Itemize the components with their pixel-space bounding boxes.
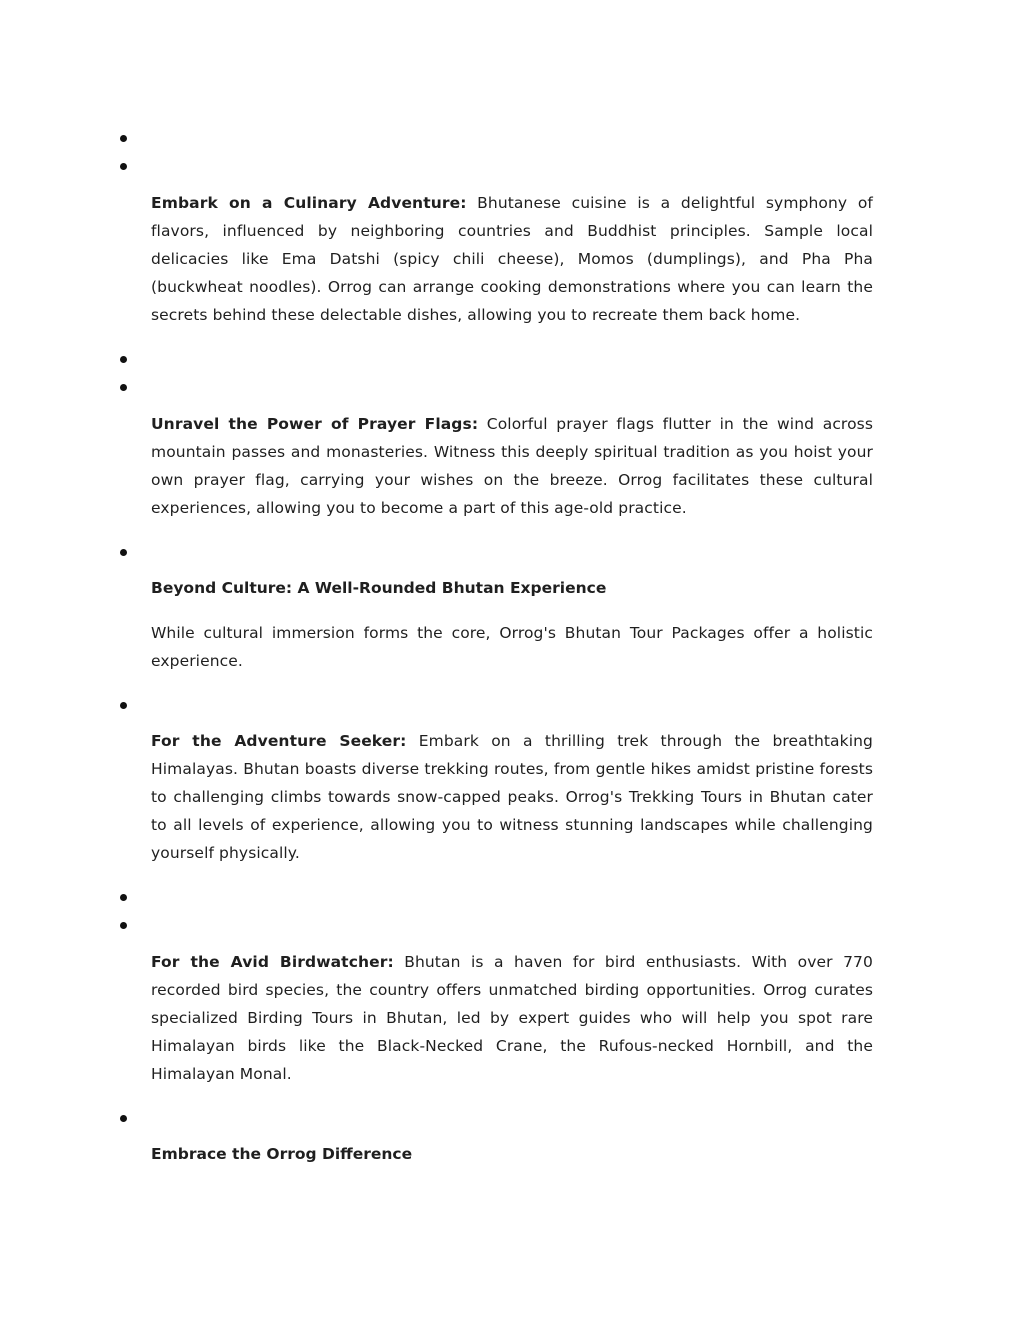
bullet-icon <box>120 135 127 142</box>
bullet-icon <box>120 1115 127 1122</box>
bullet-icon <box>120 384 127 391</box>
bullet-icon <box>120 922 127 929</box>
bullet-icon <box>120 163 127 170</box>
beyond-culture-heading: Beyond Culture: A Well-Rounded Bhutan Experience <box>151 579 607 597</box>
bullet-icon <box>120 356 127 363</box>
bullet-icon <box>120 702 127 709</box>
bullet-icon <box>120 894 127 901</box>
prayer-flags-text: Colorful prayer flags flutter in the wind across mountain passes and monasteries. Witness this deeply spiritual tradition as you hoist your own prayer flag, carrying your wishes on the breeze. Orrog facilitates these cultural experiences, allowing you to become a part of this age-old practice. <box>151 415 874 517</box>
culinary-text: Bhutanese cuisine is a delightful symphony of flavors, influenced by neighboring countries and Buddhist principles. Sample local delicacies like Ema Datshi (spicy chili cheese), Momos (dumplings), and Pha Pha (buckwheat noodles). Orrog can arrange cooking demonstrations where you can learn the secrets behind these delectable dishes, allowing you to recreate them back home. <box>151 194 873 324</box>
beyond-culture-paragraph: While cultural immersion forms the core, Orrog's Bhutan Tour Packages offer a holistic experience. <box>151 624 873 670</box>
prayer-flags-paragraph <box>151 410 873 522</box>
culinary-paragraph <box>151 189 873 329</box>
culinary-lead: Embark on a Culinary Adventure: <box>151 194 467 212</box>
orrog-difference-heading: Embrace the Orrog Difference <box>151 1145 413 1163</box>
adventure-paragraph <box>151 727 873 867</box>
bullet-icon <box>120 549 127 556</box>
birdwatcher-text: Bhutan is a haven for bird enthusiasts. With over 770 recorded bird species, the country offers unmatched birding opportunities. Orrog curates specialized Birding Tours in Bhutan, led by expert guides who will help you spot rare Himalayan birds like the Black-Necked Crane, the Rufous-necked Hornbill, and the Himalayan Monal. <box>151 953 873 1083</box>
birdwatcher-paragraph <box>151 948 873 1088</box>
birdwatcher-lead: For the Avid Birdwatcher: <box>151 953 394 971</box>
adventure-text: Embark on a thrilling trek through the breathtaking Himalayas. Bhutan boasts diverse trekking routes, from gentle hikes amidst pristine forests to challenging climbs towards snow-capped peaks. Orrog's Trekking Tours in Bhutan cater to all levels of experience, allowing you to witness stunning landscapes while challenging yourself physically. <box>151 732 873 862</box>
prayer-flags-lead: Unravel the Power of Prayer Flags: <box>151 415 479 433</box>
adventure-lead: For the Adventure Seeker: <box>151 732 407 750</box>
